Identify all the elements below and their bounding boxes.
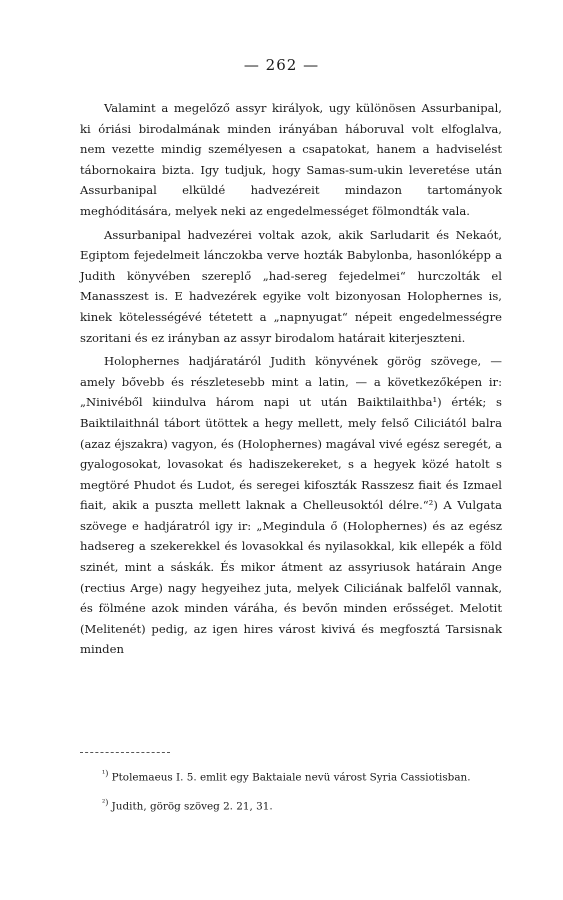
footnote-1 — [80, 764, 502, 787]
body-text — [80, 98, 502, 663]
footnote-1-mark: ¹) — [102, 769, 109, 778]
paragraph-2: Assurbanipal hadvezérei voltak azok, akik Sarludarit és Nekaót, Egiptom fejedelmeit lánczokba verve hozták Babylonba, hasonlóképp a Judith könyvében szereplő „had-sereg fejedelmei“ hurczolták el Manasszest is. E hadvezérek egyike volt bizonyosan Holophernes is, kinek kötelességévé tétetett a „napnyugat“ népeit engedelmességre szoritani és ez irányban az assyr birodalom határait kiterjeszteni. — [80, 227, 502, 345]
footnote-divider — [80, 752, 170, 753]
footnotes — [80, 764, 502, 823]
footnote-2-mark: ²) — [102, 798, 109, 808]
paragraph-3: Holophernes hadjáratáról Judith könyvének görög szövege, — amely bővebb és részletesebb mint a latin, — a következőképen ir: „Ninivéből kiindulva három napi ut után Baiktilaithba¹) érték; s Baiktilaithnál tábort ütöttek a hegy mellett, mely felső Ciliciától balra (azaz éjszakra) vagyon, és (Holophernes) magával vivé egész seregét, a gyalogosokat, lovasokat és hadiszekereket, s a hegyek közé hatolt s megtöré Phudot és Ludot, és seregei kifoszták Rasszesz fiait és Izmael fiait, akik a puszta mellett laknak a Chelleusoktól délre.“²) A Vulgata szövege e hadjáratról igy ir: „Megindula ő (Holophernes) és az egész hadsereg a szekerekkel és lovasokkal és nyilasokkal, kik ellepék a föld szinét, mint a sáskák. És mikor átment az assyriusok határain Ange (rectius Arge) nagy hegyeihez juta, melyek Ciliciának balfelől vannak, és fölméne azok minden váráha, és bevőn minden erősséget. Melotit (Melitenét) pedig, az igen hires várost kivivá és megfosztá Tarsisnak minden — [80, 354, 502, 657]
paragraph-1: Valamint a megelőző assyr királyok, ugy különösen Assurbanipal, ki óriási birodalmának minden irányában háboruval volt elfoglalva, nem vezette mindig személyesen a csapatokat, hanem a hadviselést tábornokaira bizta. Igy tudjuk, hogy Samas-sum-ukin leveretése után Assurbanipal elküldé hadvezéreit mindazon tartományok meghóditására, melyek neki az engedelmességet fölmondták vala. — [80, 101, 502, 218]
page-number: — 262 — — [243, 56, 320, 74]
footnote-2 — [80, 793, 502, 816]
footnote-2-text: Judith, görög szöveg 2. 21, 31. — [111, 800, 273, 813]
footnote-1-text: Ptolemaeus I. 5. emlit egy Baktaiale nevü várost Syria Cassiotisban. — [111, 771, 471, 784]
